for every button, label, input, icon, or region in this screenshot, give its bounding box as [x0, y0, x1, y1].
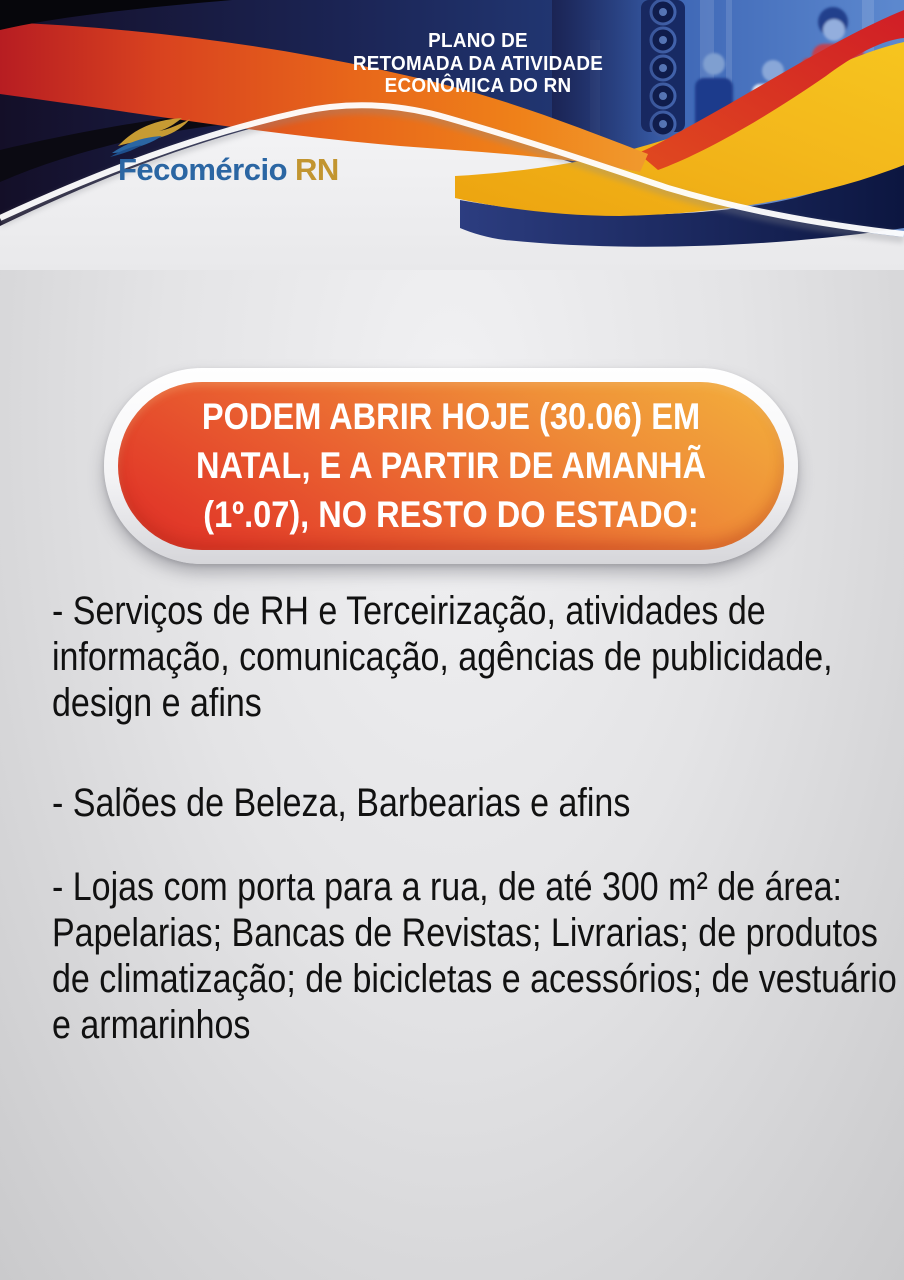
paragraph-services — [52, 588, 885, 726]
text-line: Papelarias; Bancas de Revistas; Livrarias; de produtos — [52, 911, 878, 955]
paragraph-stores — [52, 864, 897, 1048]
logo-name: Fecomércio — [118, 152, 288, 187]
banner-line: PODEM ABRIR HOJE (30.06) EM — [201, 396, 701, 437]
logo-text — [118, 152, 339, 188]
text-line: informação, comunicação, agências de publicidade, — [52, 635, 833, 679]
text-line: design e afins — [52, 681, 262, 725]
page-title — [331, 30, 625, 98]
title-line: ECONÔMICA DO RN — [384, 74, 572, 97]
title-line: RETOMADA DA ATIVIDADE — [352, 51, 604, 75]
fecomercio-logo — [104, 112, 404, 192]
text-line: - Serviços de RH e Terceirização, atividades de — [52, 589, 766, 633]
banner-line: NATAL, E A PARTIR DE AMANHÃ — [195, 445, 707, 486]
text-line: - Salões de Beleza, Barbearias e afins — [52, 781, 631, 825]
logo-region: RN — [295, 152, 339, 187]
text-line: de climatização; de bicicletas e acessórios; de vestuário — [52, 957, 897, 1001]
text-line: - Lojas com porta para a rua, de até 300 m² de área: — [52, 865, 843, 909]
announcement-text — [158, 392, 744, 539]
title-line: PLANO DE — [428, 29, 528, 52]
body-text — [52, 588, 897, 1048]
text-line: e armarinhos — [52, 1003, 251, 1047]
banner-line: (1º.07), NO RESTO DO ESTADO: — [203, 494, 699, 535]
paragraph-salons — [52, 780, 885, 826]
announcement-banner — [104, 368, 798, 564]
announcement-banner-fill — [118, 382, 784, 550]
